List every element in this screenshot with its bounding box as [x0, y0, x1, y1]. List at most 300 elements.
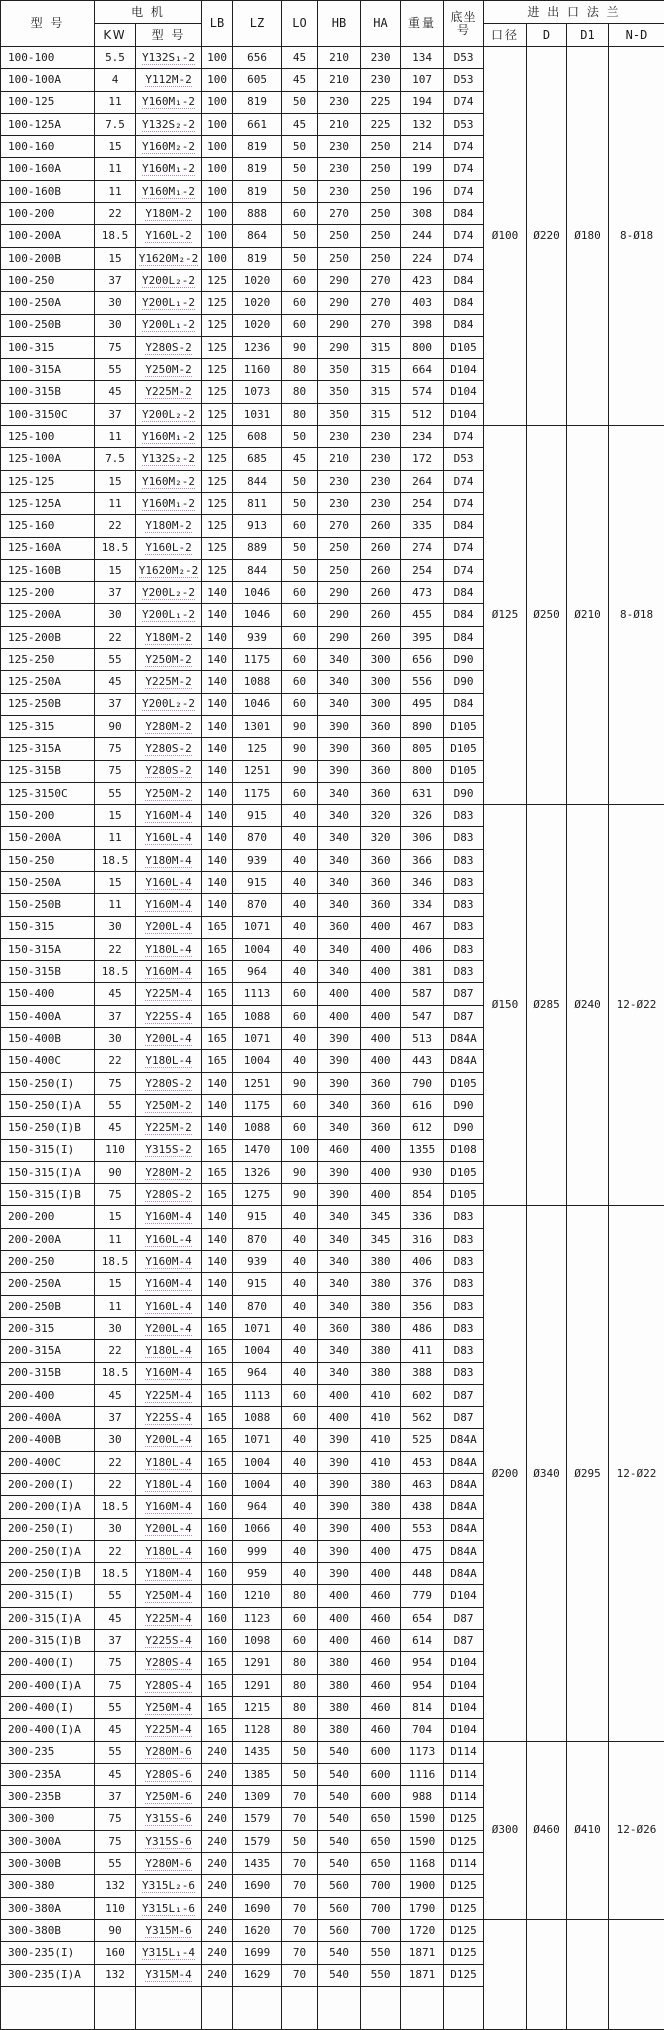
- lz-value: 1031: [244, 408, 271, 421]
- ha-value: 400: [371, 987, 391, 1000]
- lz-value: 819: [247, 162, 267, 175]
- motor-model-value: Y280S-2: [145, 764, 191, 778]
- base-no-cell: [444, 916, 484, 938]
- hb-cell: [318, 1696, 361, 1718]
- model-cell: [1, 582, 95, 604]
- motor-model-cell: [136, 1830, 202, 1852]
- motor-model-cell: [136, 1964, 202, 1986]
- lz-cell: [233, 1719, 282, 1741]
- motor-kw-cell: [95, 1786, 136, 1808]
- empty-cell: [136, 1986, 202, 2029]
- base-no-cell: [444, 247, 484, 269]
- motor-model-value: Y180L-4: [145, 1054, 191, 1068]
- base-no-cell: [444, 559, 484, 581]
- motor-kw-cell: [95, 470, 136, 492]
- base-no-value: D84: [454, 207, 474, 220]
- lo-value: 50: [293, 497, 306, 510]
- hb-value: 390: [329, 764, 349, 777]
- lz-cell: [233, 1875, 282, 1897]
- model-value: 200-400(I)A: [8, 1723, 81, 1736]
- weight-cell: [401, 1607, 444, 1629]
- lb-value: 140: [207, 742, 227, 755]
- hb-cell: [318, 381, 361, 403]
- motor-kw-cell: [95, 381, 136, 403]
- model-cell: [1, 470, 95, 492]
- flange-d-merged-cell: Ø250: [527, 426, 567, 805]
- ha-value: 400: [371, 1567, 391, 1580]
- motor-model-value: Y315L₁-4: [142, 1946, 195, 1960]
- lo-cell: [282, 537, 318, 559]
- weight-cell: [401, 1317, 444, 1339]
- model-value: 125-200: [8, 586, 54, 599]
- ha-value: 460: [371, 1656, 391, 1669]
- weight-value: 954: [412, 1679, 432, 1692]
- base-no-cell: [444, 604, 484, 626]
- weight-value: 134: [412, 51, 432, 64]
- motor-model-value: Y1620M₂-2: [139, 564, 199, 578]
- hb-cell: [318, 426, 361, 448]
- lb-value: 140: [207, 653, 227, 666]
- model-value: 300-300: [8, 1812, 54, 1825]
- weight-value: 132: [412, 118, 432, 131]
- motor-kw-cell: [95, 1184, 136, 1206]
- base-no-value: D83: [454, 831, 474, 844]
- weight-value: 199: [412, 162, 432, 175]
- motor-kw-cell: [95, 1607, 136, 1629]
- hb-value: 390: [329, 1545, 349, 1558]
- lz-cell: [233, 448, 282, 470]
- hb-value: 540: [329, 1946, 349, 1959]
- ha-cell: [361, 1875, 401, 1897]
- weight-value: 346: [412, 876, 432, 889]
- lb-cell: [202, 559, 233, 581]
- lb-cell: [202, 203, 233, 225]
- model-cell: [1, 1763, 95, 1785]
- lb-cell: [202, 649, 233, 671]
- motor-kw-value: 7.5: [105, 118, 125, 131]
- weight-cell: [401, 871, 444, 893]
- lz-value: 1236: [244, 341, 271, 354]
- hb-cell: [318, 1786, 361, 1808]
- lb-value: 140: [207, 631, 227, 644]
- motor-kw-cell: [95, 1340, 136, 1362]
- base-no-value: D53: [454, 51, 474, 64]
- motor-kw-cell: [95, 671, 136, 693]
- motor-model-value: Y200L₂-2: [142, 586, 195, 600]
- lo-cell: [282, 871, 318, 893]
- motor-model-value: Y132S₁-2: [142, 51, 195, 65]
- hb-value: 400: [329, 1389, 349, 1402]
- ha-value: 260: [371, 631, 391, 644]
- lo-cell: [282, 113, 318, 135]
- weight-cell: [401, 359, 444, 381]
- ha-cell: [361, 1362, 401, 1384]
- model-cell: [1, 515, 95, 537]
- model-value: 100-315: [8, 341, 54, 354]
- lo-cell: [282, 381, 318, 403]
- weight-value: 224: [412, 252, 432, 265]
- lb-cell: [202, 1741, 233, 1763]
- model-value: 150-400: [8, 987, 54, 1000]
- ha-value: 650: [371, 1835, 391, 1848]
- base-no-value: D84A: [450, 1054, 477, 1067]
- lb-value: 165: [207, 920, 227, 933]
- lb-value: 125: [207, 475, 227, 488]
- hb-value: 390: [329, 1054, 349, 1067]
- hb-value: 290: [329, 586, 349, 599]
- hb-cell: [318, 492, 361, 514]
- lo-value: 60: [293, 653, 306, 666]
- base-no-value: D87: [454, 1411, 474, 1424]
- motor-kw-cell: [95, 1830, 136, 1852]
- hb-cell: [318, 1474, 361, 1496]
- model-cell: [1, 1853, 95, 1875]
- hb-value: 340: [329, 1255, 349, 1268]
- ha-value: 360: [371, 764, 391, 777]
- lo-cell: [282, 559, 318, 581]
- flange-nd-merged-cell: 8-Ø18: [609, 426, 664, 805]
- lz-value: 1690: [244, 1879, 271, 1892]
- hb-value: 380: [329, 1679, 349, 1692]
- base-no-cell: [444, 381, 484, 403]
- model-value: 150-250A: [8, 876, 61, 889]
- hb-value: 340: [329, 1121, 349, 1134]
- lb-value: 100: [207, 252, 227, 265]
- lo-value: 40: [293, 854, 306, 867]
- lz-cell: [233, 1607, 282, 1629]
- weight-cell: [401, 1942, 444, 1964]
- model-value: 150-400C: [8, 1054, 61, 1067]
- ha-value: 400: [371, 1054, 391, 1067]
- hb-value: 230: [329, 162, 349, 175]
- weight-cell: [401, 515, 444, 537]
- hb-cell: [318, 938, 361, 960]
- weight-cell: [401, 1429, 444, 1451]
- hb-value: 210: [329, 51, 349, 64]
- lb-cell: [202, 1206, 233, 1228]
- hb-cell: [318, 671, 361, 693]
- lo-value: 50: [293, 1835, 306, 1848]
- motor-model-value: Y200L-4: [145, 920, 191, 934]
- motor-kw-value: 4: [112, 73, 119, 86]
- lb-value: 140: [207, 1277, 227, 1290]
- base-no-cell: [444, 336, 484, 358]
- lz-value: 1004: [244, 943, 271, 956]
- model-value: 100-100: [8, 51, 54, 64]
- lz-value: 685: [247, 452, 267, 465]
- hb-value: 230: [329, 497, 349, 510]
- base-no-cell: [444, 69, 484, 91]
- lo-value: 50: [293, 1745, 306, 1758]
- motor-kw-value: 90: [108, 1166, 121, 1179]
- lo-cell: [282, 269, 318, 291]
- weight-cell: [401, 559, 444, 581]
- motor-kw-value: 37: [108, 1790, 121, 1803]
- model-cell: [1, 894, 95, 916]
- weight-cell: [401, 693, 444, 715]
- hb-cell: [318, 1094, 361, 1116]
- base-no-cell: [444, 805, 484, 827]
- weight-value: 1355: [409, 1143, 436, 1156]
- base-no-value: D74: [454, 252, 474, 265]
- model-cell: [1, 1741, 95, 1763]
- hb-cell: [318, 760, 361, 782]
- base-no-cell: [444, 1117, 484, 1139]
- model-value: 100-315A: [8, 363, 61, 376]
- base-no-value: D84A: [450, 1456, 477, 1469]
- lo-value: 40: [293, 920, 306, 933]
- lz-cell: [233, 1028, 282, 1050]
- weight-value: 438: [412, 1500, 432, 1513]
- motor-model-cell: [136, 1853, 202, 1875]
- base-no-cell: [444, 671, 484, 693]
- motor-model-cell: [136, 91, 202, 113]
- motor-model-value: Y160M-4: [145, 965, 191, 979]
- base-no-value: D104: [450, 1589, 477, 1602]
- model-cell: [1, 1563, 95, 1585]
- hb-cell: [318, 158, 361, 180]
- model-cell: [1, 1540, 95, 1562]
- hb-value: 210: [329, 452, 349, 465]
- ha-value: 650: [371, 1857, 391, 1870]
- hb-value: 230: [329, 430, 349, 443]
- lo-value: 60: [293, 1099, 306, 1112]
- lo-value: 60: [293, 296, 306, 309]
- weight-value: 616: [412, 1099, 432, 1112]
- motor-kw-cell: [95, 336, 136, 358]
- lo-value: 40: [293, 1322, 306, 1335]
- motor-kw-cell: [95, 247, 136, 269]
- motor-model-value: Y280S-2: [145, 1077, 191, 1091]
- motor-kw-value: 15: [108, 475, 121, 488]
- weight-cell: [401, 1496, 444, 1518]
- hb-cell: [318, 626, 361, 648]
- motor-model-value: Y180M-4: [145, 854, 191, 868]
- flange-nd-merged-cell: 12-Ø26: [609, 1741, 664, 1919]
- ha-cell: [361, 1897, 401, 1919]
- base-no-cell: [444, 1808, 484, 1830]
- lo-cell: [282, 1184, 318, 1206]
- lz-cell: [233, 738, 282, 760]
- ha-value: 300: [371, 675, 391, 688]
- lb-value: 160: [207, 1612, 227, 1625]
- motor-model-value: Y200L-4: [145, 1522, 191, 1536]
- lb-value: 240: [207, 1768, 227, 1781]
- weight-cell: [401, 225, 444, 247]
- lb-cell: [202, 871, 233, 893]
- base-no-cell: [444, 849, 484, 871]
- lz-value: 1020: [244, 318, 271, 331]
- hb-cell: [318, 849, 361, 871]
- lo-cell: [282, 805, 318, 827]
- base-no-cell: [444, 1317, 484, 1339]
- lz-value: 1251: [244, 764, 271, 777]
- base-no-cell: [444, 961, 484, 983]
- ha-cell: [361, 426, 401, 448]
- weight-value: 800: [412, 341, 432, 354]
- ha-value: 410: [371, 1433, 391, 1446]
- model-value: 150-315: [8, 920, 54, 933]
- motor-kw-cell: [95, 1897, 136, 1919]
- ha-value: 230: [371, 51, 391, 64]
- weight-value: 654: [412, 1612, 432, 1625]
- lz-value: 1579: [244, 1835, 271, 1848]
- hb-value: 290: [329, 631, 349, 644]
- lz-value: 1175: [244, 653, 271, 666]
- model-cell: [1, 1897, 95, 1919]
- lz-cell: [233, 871, 282, 893]
- lb-value: 140: [207, 854, 227, 867]
- lo-cell: [282, 1273, 318, 1295]
- lo-cell: [282, 671, 318, 693]
- motor-model-value: Y180M-2: [145, 519, 191, 533]
- lb-value: 140: [207, 1077, 227, 1090]
- hb-value: 340: [329, 876, 349, 889]
- flange-d1-merged-cell: Ø210: [567, 426, 609, 805]
- model-value: 125-315A: [8, 742, 61, 755]
- lb-cell: [202, 894, 233, 916]
- lb-cell: [202, 403, 233, 425]
- lo-value: 40: [293, 965, 306, 978]
- motor-model-value: Y250M-4: [145, 1589, 191, 1603]
- hb-cell: [318, 1719, 361, 1741]
- lo-value: 60: [293, 1121, 306, 1134]
- lo-value: 60: [293, 1634, 306, 1647]
- lo-value: 40: [293, 809, 306, 822]
- base-no-value: D87: [454, 1010, 474, 1023]
- weight-cell: [401, 1451, 444, 1473]
- base-no-cell: [444, 1407, 484, 1429]
- motor-model-value: Y200L₁-2: [142, 608, 195, 622]
- motor-model-cell: [136, 1674, 202, 1696]
- lb-cell: [202, 537, 233, 559]
- motor-kw-value: 75: [108, 341, 121, 354]
- base-no-value: D83: [454, 1300, 474, 1313]
- motor-kw-cell: [95, 715, 136, 737]
- empty-cell: [361, 1986, 401, 2029]
- lb-cell: [202, 1786, 233, 1808]
- base-no-value: D104: [450, 1656, 477, 1669]
- lo-value: 90: [293, 1166, 306, 1179]
- weight-cell: [401, 805, 444, 827]
- ha-value: 460: [371, 1612, 391, 1625]
- lz-cell: [233, 1763, 282, 1785]
- base-no-value: D83: [454, 1344, 474, 1357]
- motor-kw-cell: [95, 1251, 136, 1273]
- lo-cell: [282, 1340, 318, 1362]
- motor-kw-cell: [95, 292, 136, 314]
- base-no-cell: [444, 1964, 484, 1986]
- base-no-value: D87: [454, 1612, 474, 1625]
- hb-cell: [318, 715, 361, 737]
- lb-cell: [202, 47, 233, 69]
- ha-value: 225: [371, 118, 391, 131]
- weight-value: 172: [412, 452, 432, 465]
- lo-value: 80: [293, 1723, 306, 1736]
- motor-kw-cell: [95, 805, 136, 827]
- ha-value: 360: [371, 1121, 391, 1134]
- lz-cell: [233, 1652, 282, 1674]
- hb-cell: [318, 1251, 361, 1273]
- hb-cell: [318, 1340, 361, 1362]
- ha-cell: [361, 1719, 401, 1741]
- lz-cell: [233, 559, 282, 581]
- ha-value: 700: [371, 1902, 391, 1915]
- hb-value: 540: [329, 1812, 349, 1825]
- motor-kw-value: 15: [108, 876, 121, 889]
- model-cell: [1, 1451, 95, 1473]
- motor-kw-cell: [95, 1317, 136, 1339]
- base-no-value: D53: [454, 118, 474, 131]
- motor-kw-cell: [95, 1808, 136, 1830]
- hb-value: 380: [329, 1656, 349, 1669]
- motor-kw-value: 18.5: [102, 1366, 129, 1379]
- ha-value: 380: [371, 1277, 391, 1290]
- lb-cell: [202, 1407, 233, 1429]
- motor-kw-cell: [95, 1407, 136, 1429]
- weight-cell: [401, 269, 444, 291]
- lb-cell: [202, 1362, 233, 1384]
- hb-cell: [318, 1919, 361, 1941]
- lz-value: 915: [247, 1277, 267, 1290]
- ha-cell: [361, 559, 401, 581]
- base-no-cell: [444, 894, 484, 916]
- model-value: 300-380A: [8, 1902, 61, 1915]
- lz-cell: [233, 805, 282, 827]
- ha-cell: [361, 1251, 401, 1273]
- empty-cell: [282, 1986, 318, 2029]
- motor-model-value: Y180L-4: [145, 1456, 191, 1470]
- ha-cell: [361, 693, 401, 715]
- motor-model-value: Y200L₂-2: [142, 697, 195, 711]
- lz-value: 1291: [244, 1679, 271, 1692]
- ha-cell: [361, 314, 401, 336]
- hb-cell: [318, 1540, 361, 1562]
- weight-cell: [401, 1875, 444, 1897]
- lb-cell: [202, 1184, 233, 1206]
- motor-model-cell: [136, 827, 202, 849]
- flange-d-merged-cell: Ø220: [527, 47, 567, 426]
- lz-cell: [233, 715, 282, 737]
- weight-cell: [401, 1518, 444, 1540]
- hb-cell: [318, 1028, 361, 1050]
- model-cell: [1, 113, 95, 135]
- hb-value: 340: [329, 1344, 349, 1357]
- motor-kw-cell: [95, 1117, 136, 1139]
- lz-cell: [233, 1518, 282, 1540]
- weight-cell: [401, 1005, 444, 1027]
- weight-cell: [401, 403, 444, 425]
- model-cell: [1, 1674, 95, 1696]
- base-no-value: D84A: [450, 1500, 477, 1513]
- lb-cell: [202, 1585, 233, 1607]
- motor-kw-value: 18.5: [102, 854, 129, 867]
- ha-value: 400: [371, 1143, 391, 1156]
- motor-kw-value: 55: [108, 1857, 121, 1870]
- motor-model-cell: [136, 1384, 202, 1406]
- hb-value: 360: [329, 1322, 349, 1335]
- model-value: 300-235(I)A: [8, 1968, 81, 1981]
- ha-cell: [361, 1139, 401, 1161]
- lo-cell: [282, 1206, 318, 1228]
- ha-cell: [361, 336, 401, 358]
- ha-cell: [361, 1117, 401, 1139]
- motor-model-value: Y132S₂-2: [142, 118, 195, 132]
- hb-value: 390: [329, 1567, 349, 1580]
- motor-kw-value: 22: [108, 1478, 121, 1491]
- hb-value: 460: [329, 1143, 349, 1156]
- ha-value: 360: [371, 742, 391, 755]
